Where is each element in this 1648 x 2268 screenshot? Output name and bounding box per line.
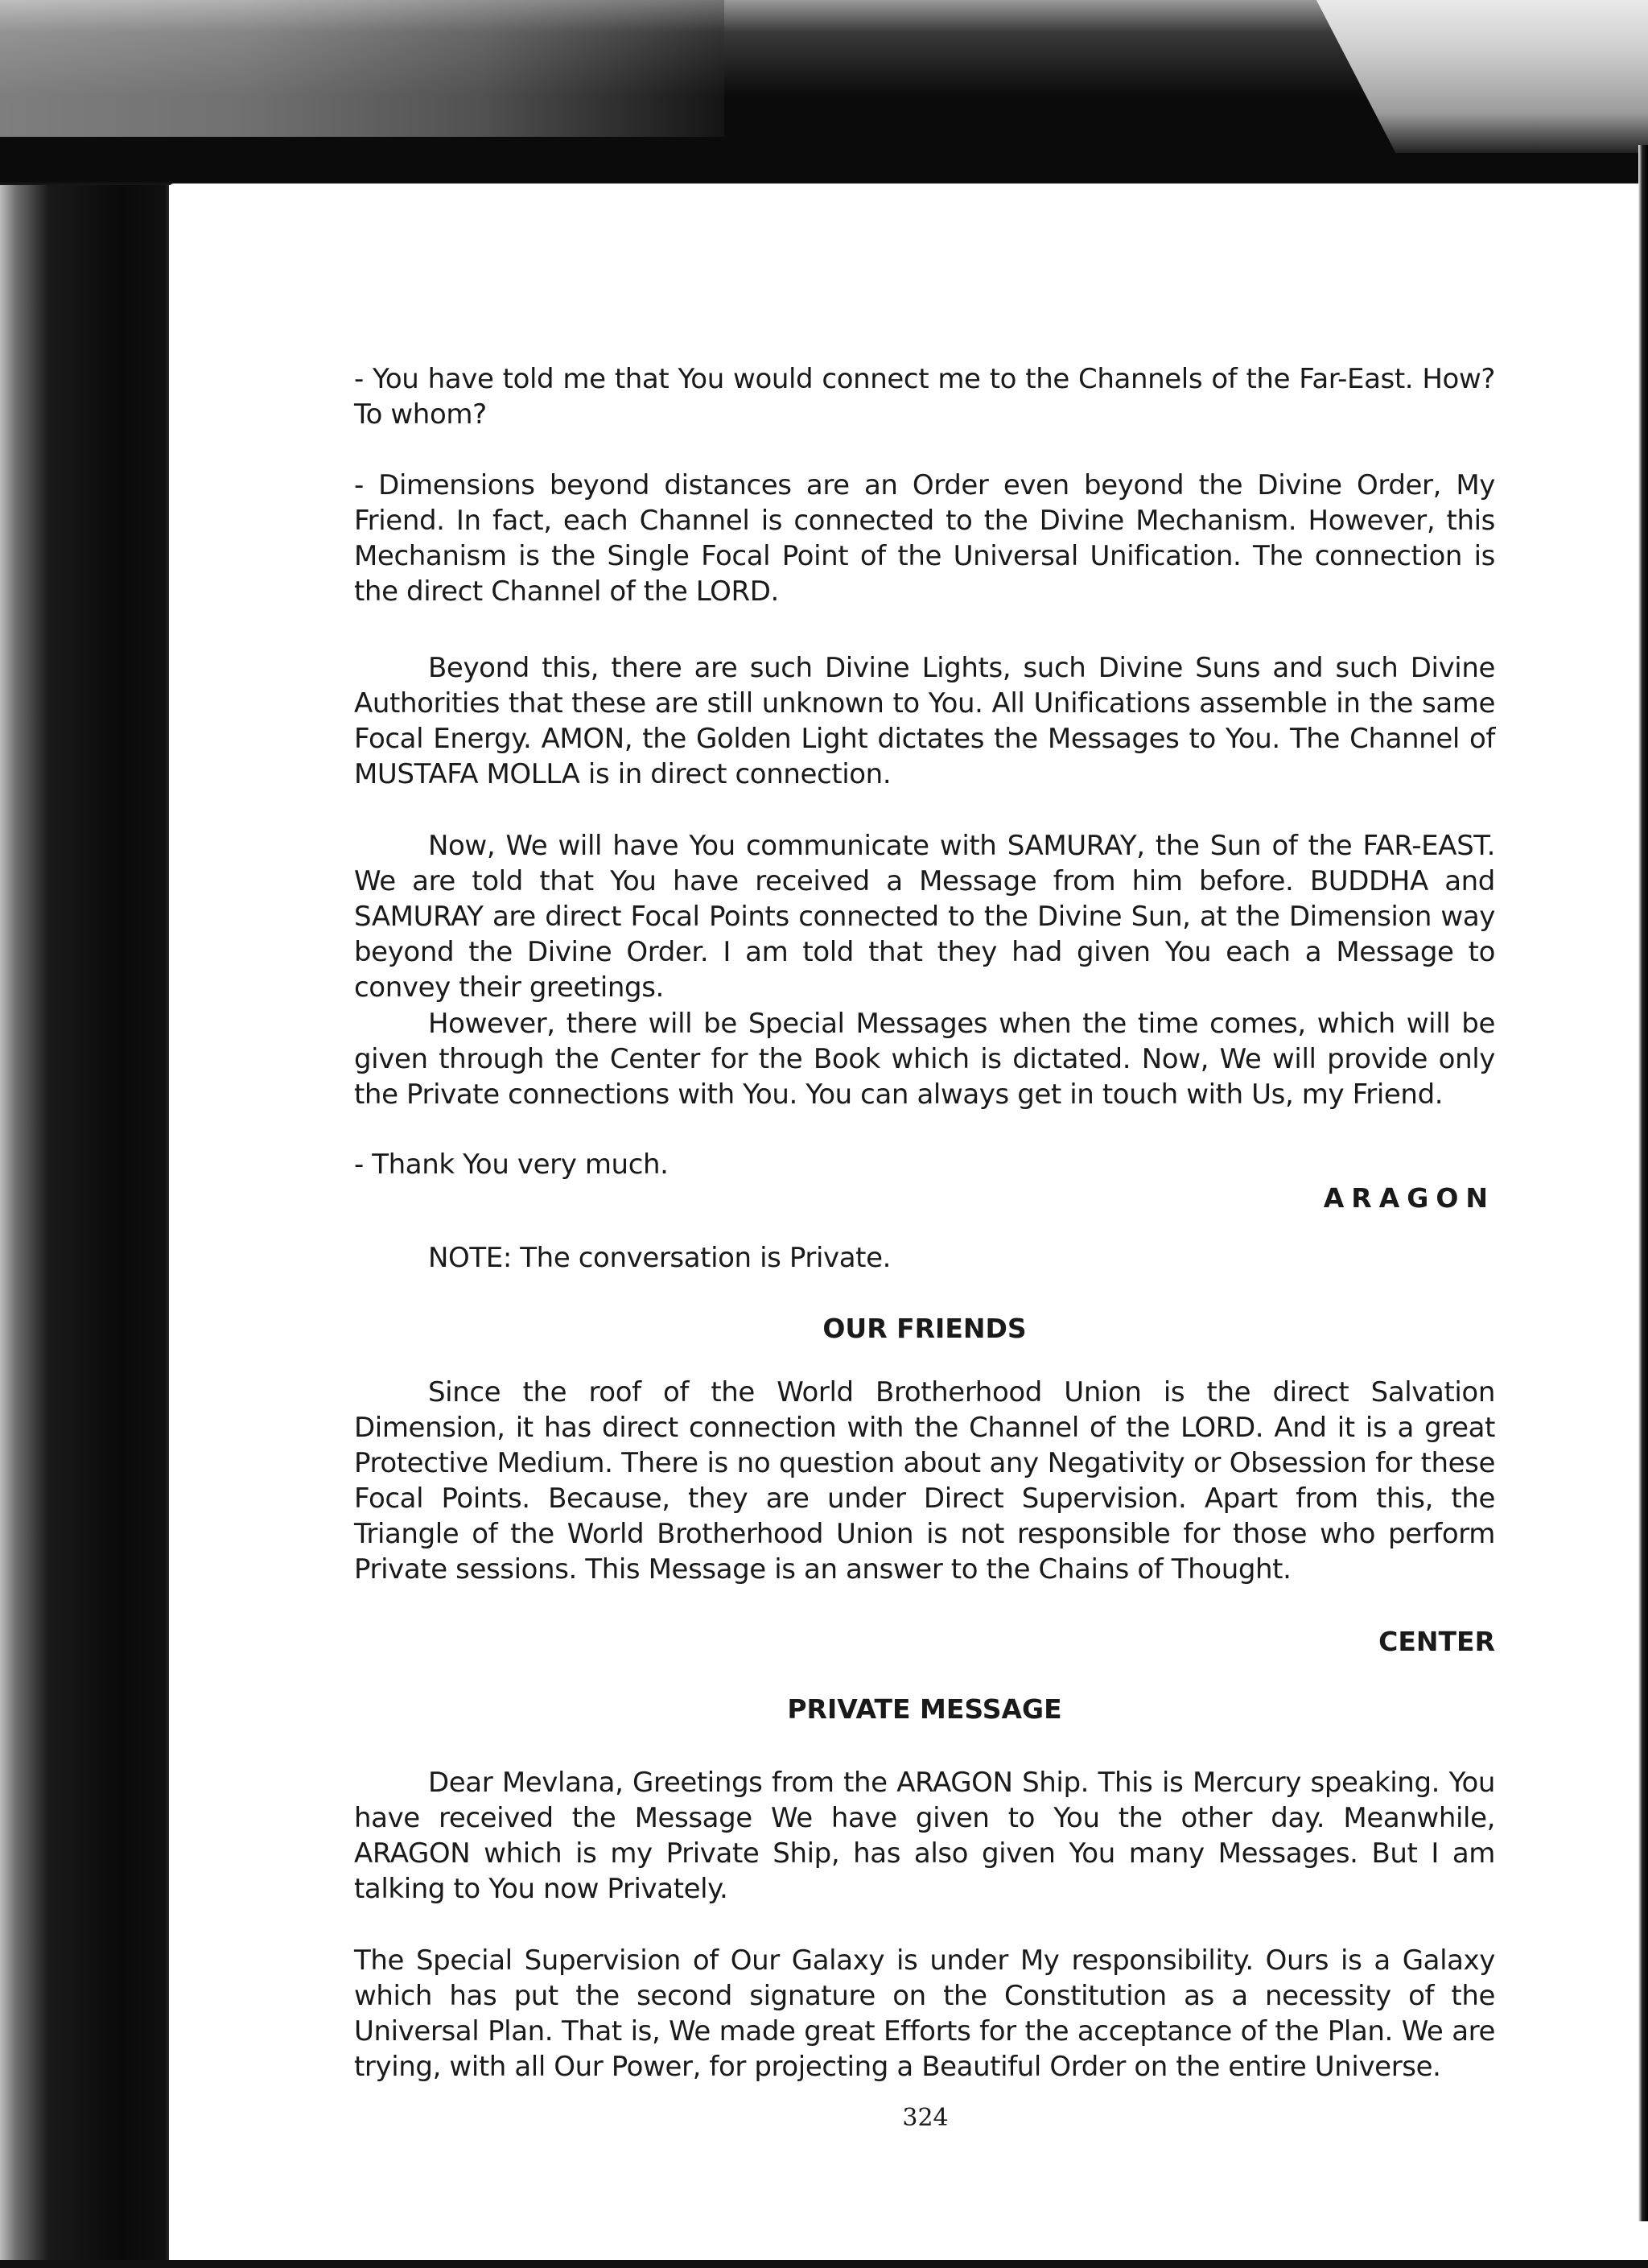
paragraph-dear-mevlana: Dear Mevlana, Greetings from the ARAGON Ship. This is Mercury speaking. You have received the Message We have given to You the other day. Meanwhile, ARAGON which is my Private Ship, has also given You many Messages. But I am talking to You now Privately. (354, 1767, 1495, 1905)
note-private: NOTE: The conversation is Private. (428, 1242, 892, 1274)
page-number: 324 (902, 2104, 949, 2132)
signature-center: CENTER (1378, 1626, 1495, 1657)
paragraph-special-supervision: The Special Supervision of Our Galaxy is under My responsibility. Ours is a Galaxy which has put the second signature on the Constitution as a necessity of the Universal Plan. That is, We made great Efforts for the acceptance of the Plan. We are trying, with all Our Power, for projecting a Beautiful Order on the entire Universe. (354, 1944, 1495, 2083)
paragraph-question: - You have told me that You would connect me to the Channels of the Far-East. How? To whom? (354, 363, 1495, 431)
heading-our-friends: OUR FRIENDS (822, 1313, 1027, 1344)
paragraph-thanks: - Thank You very much. (354, 1148, 669, 1181)
signature-aragon: ARAGON (1323, 1182, 1495, 1214)
scan-border-left (0, 0, 169, 2268)
scan-border-bottom (0, 2260, 1648, 2268)
paragraph-special-messages: However, there will be Special Messages when the time comes, which will be given through the Center for the Book which is dictated. Now, We will provide only the Private connections with You. You can always get in touch with Us, my Friend. (354, 1008, 1495, 1111)
paragraph-divine-lights: Beyond this, there are such Divine Lights, such Divine Suns and such Divine Authorities that these are still unknown to You. All Unifications assemble in the same Focal Energy. AMON, the Golden Light dictates the Messages to You. The Channel of MUSTAFA MOLLA is in direct connection. (354, 652, 1495, 790)
scan-border-right (1638, 145, 1648, 2221)
scan-glare-top-left (0, 0, 724, 137)
paragraph-samuray: Now, We will have You communicate with SAMURAY, the Sun of the FAR-EAST. We are told that You have received a Message from him before. BUDDHA and SAMURAY are direct Focal Points connected to the Divine Sun, at the Dimension way beyond the Divine Order. I am told that they had given You each a Message to convey their greetings. (354, 830, 1495, 1004)
paragraph-our-friends: Since the roof of the World Brotherhood Union is the direct Salvation Dimension, it has direct connection with the Channel of the LORD. And it is a great Protective Medium. There is no question about any Negativity or Obsession for these Focal Points. Because, they are under Direct Supervision. Apart from this, the Triangle of the World Brotherhood Union is not responsible for those who perform Private sessions. This Message is an answer to the Chains of Thought. (354, 1376, 1495, 1586)
paragraph-dimensions: - Dimensions beyond distances are an Order even beyond the Divine Order, My Friend. In fact, each Channel is connected to the Divine Mechanism. However, this Mechanism is the Single Focal Point of the Universal Unification. The connection is the direct Channel of the LORD. (354, 469, 1495, 608)
heading-private-message: PRIVATE MESSAGE (787, 1693, 1062, 1725)
